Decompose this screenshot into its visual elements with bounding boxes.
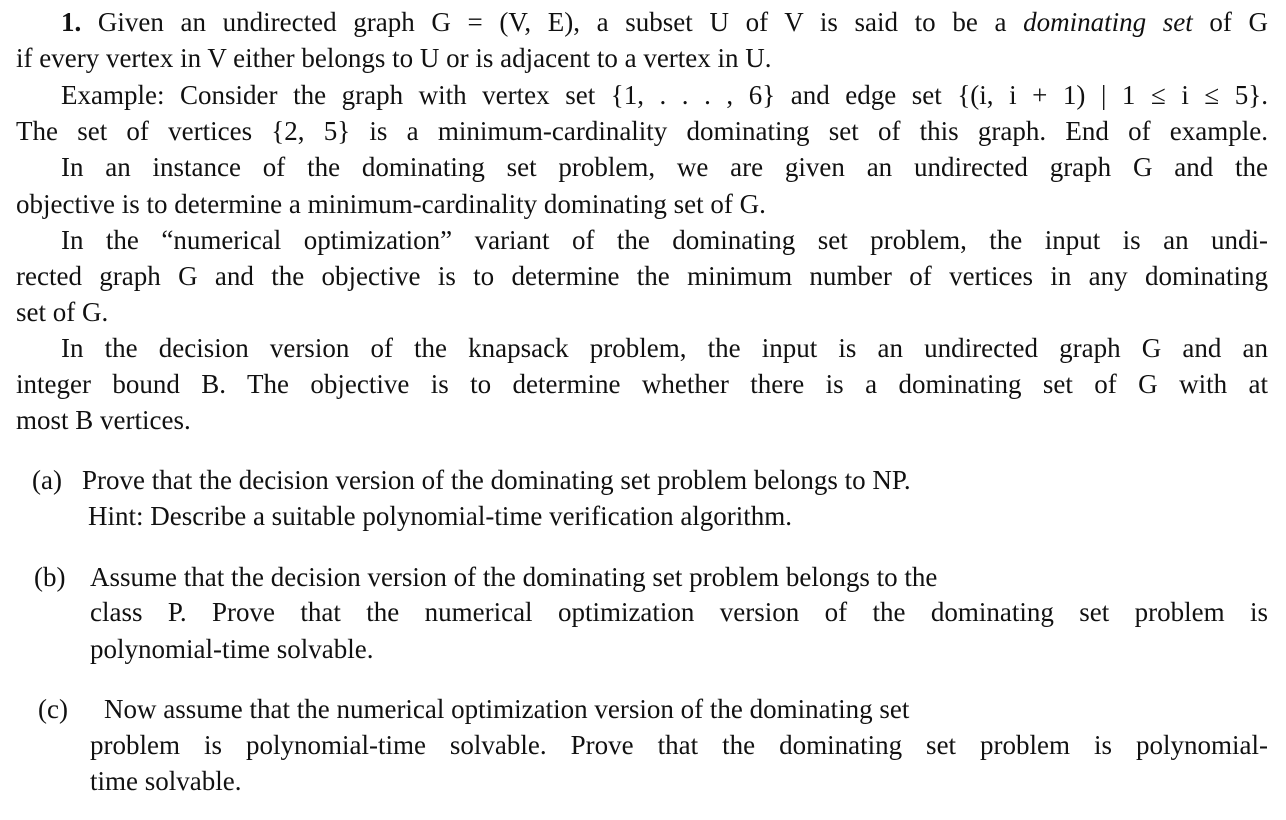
example-line-2: The set of vertices {2, 5} is a minimum-cardinality dominating set of this graph. End of example. xyxy=(16,116,1268,146)
decision-line-3: most B vertices. xyxy=(16,405,191,435)
part-c-line-1: Now assume that the numerical optimization version of the dominating set xyxy=(104,694,910,724)
instance-line-1: In an instance of the dominating set problem, we are given an undirected graph G and the xyxy=(61,152,1268,182)
part-a-line-2: Hint: Describe a suitable polynomial-time verification algorithm. xyxy=(88,501,793,531)
intro-line-2: if every vertex in V either belongs to U or is adjacent to a vertex in U. xyxy=(16,43,772,73)
intro-text-b: of G xyxy=(1192,7,1268,37)
part-c-line-3: time solvable. xyxy=(90,766,242,796)
part-b-label: (b) xyxy=(34,562,66,592)
decision-line-2: integer bound B. The objective is to determine whether there is a dominating set of G with at xyxy=(16,369,1268,399)
part-a-line-1: Prove that the decision version of the dominating set problem belongs to NP. xyxy=(82,465,911,495)
example-line-1: Example: Consider the graph with vertex set {1, . . . , 6} and edge set {(i, i + 1) | 1 ≤ i ≤ 5}. xyxy=(61,80,1268,110)
part-c-line-2: problem is polynomial-time solvable. Prove that the dominating set problem is polynomial- xyxy=(90,730,1268,760)
numerical-line-2: rected graph G and the objective is to determine the minimum number of vertices in any dominating xyxy=(16,261,1268,291)
part-b-line-2: class P. Prove that the numerical optimization version of the dominating set problem is xyxy=(90,597,1268,627)
dominating-set-term: dominating set xyxy=(1023,7,1193,37)
part-a-label: (a) xyxy=(32,465,62,495)
intro-line-1 xyxy=(61,4,1268,40)
problem-number: 1. xyxy=(61,7,82,37)
part-b-line-3: polynomial-time solvable. xyxy=(90,634,374,664)
numerical-line-3: set of G. xyxy=(16,297,109,327)
part-c-label: (c) xyxy=(38,694,68,724)
part-b-line-1: Assume that the decision version of the dominating set problem belongs to the xyxy=(90,562,938,592)
numerical-line-1: In the “numerical optimization” variant of the dominating set problem, the input is an undi- xyxy=(61,225,1268,255)
intro-text-a: Given an undirected graph G = (V, E), a subset U of V is said to be a xyxy=(97,7,1024,37)
decision-line-1: In the decision version of the knapsack problem, the input is an undirected graph G and an xyxy=(61,333,1268,363)
instance-line-2: objective is to determine a minimum-cardinality dominating set of G. xyxy=(16,189,766,219)
